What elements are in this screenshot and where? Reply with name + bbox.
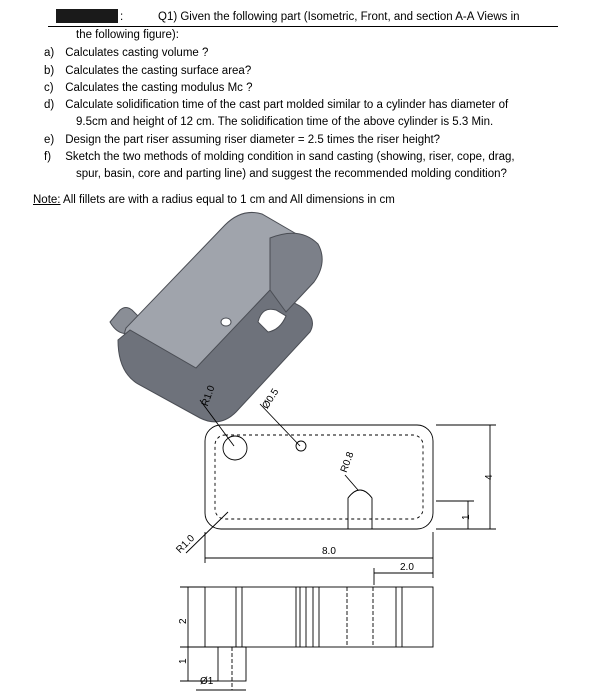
item-label: e) (44, 134, 55, 146)
dim-2-0: 2.0 (400, 562, 414, 573)
iso-right-face (270, 233, 322, 312)
item-label: c) (44, 82, 54, 94)
dim-1: 1 (461, 514, 472, 520)
item-label: f) (44, 151, 52, 163)
item-f-cont: spur, basin, core and parting line) and suggest the recommended molding condition? (76, 168, 507, 180)
iso-hole (221, 318, 231, 326)
dim-r10-top: R1.0 (199, 384, 218, 408)
dim-d1: Ø1 (200, 676, 214, 687)
front-view (180, 568, 433, 690)
item-label: b) (44, 65, 55, 77)
item-text: Calculates the casting modulus Mc ? (65, 82, 253, 94)
item-text: Calculates the casting surface area? (65, 65, 252, 77)
top-view-inner (215, 435, 423, 519)
top-view-outline (205, 425, 433, 529)
dim-8-0: 8.0 (322, 546, 336, 557)
dim-2: 2 (178, 618, 189, 624)
dim-r10-bottom: R1.0 (174, 533, 198, 556)
dim-4: 4 (484, 474, 495, 480)
dim-d05: Ø0.5 (260, 386, 282, 412)
top-view (186, 400, 496, 578)
question-line-1: Q1) Given the following part (Isometric, Front, and section A-A Views in (158, 11, 520, 23)
note-text: All fillets are with a radius equal to 1 cm and All dimensions in cm (60, 194, 395, 206)
question-line-2: the following figure): (76, 29, 179, 41)
item-text: Calculate solidification time of the cast part molded similar to a cylinder has diameter of (65, 99, 509, 111)
header-colon: : (120, 11, 124, 23)
item-label: a) (44, 47, 55, 59)
item-d-cont: 9.5cm and height of 12 cm. The solidification time of the above cylinder is 5.3 Min. (76, 116, 494, 128)
item-text: Calculates casting volume ? (65, 47, 209, 59)
top-view-notch (348, 490, 372, 529)
dim-r08: R0.8 (338, 450, 357, 475)
top-view-hole (296, 441, 306, 451)
dim-1-left: 1 (178, 658, 189, 664)
item-text: Sketch the two methods of molding condition in sand casting (showing, riser, cope, drag, (65, 151, 515, 163)
item-text: Design the part riser assuming riser diameter = 2.5 times the riser height? (65, 134, 441, 146)
note-label: Note: (33, 194, 61, 206)
item-label: d) (44, 99, 55, 111)
front-view-pin (218, 647, 246, 681)
top-view-pin (223, 436, 247, 460)
